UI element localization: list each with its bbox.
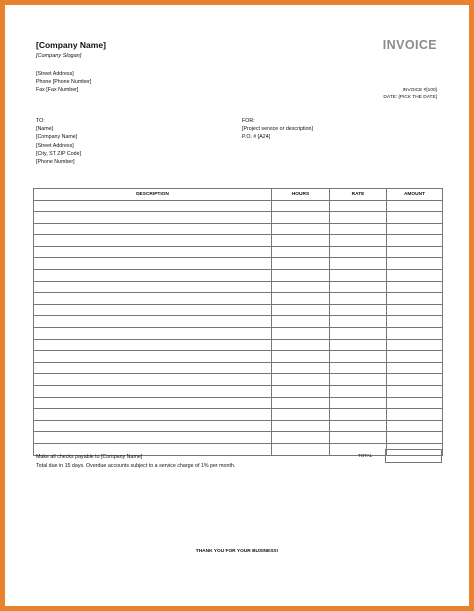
description-cell[interactable] xyxy=(34,339,272,351)
description-cell[interactable] xyxy=(34,362,272,374)
table-row xyxy=(34,409,443,421)
description-cell[interactable] xyxy=(34,281,272,293)
table-row xyxy=(34,304,443,316)
rate-cell[interactable] xyxy=(330,270,387,282)
description-cell[interactable] xyxy=(34,270,272,282)
hours-cell[interactable] xyxy=(272,246,330,258)
description-cell[interactable] xyxy=(34,432,272,444)
description-cell[interactable] xyxy=(34,304,272,316)
rate-cell[interactable] xyxy=(330,200,387,212)
hours-cell[interactable] xyxy=(272,339,330,351)
to-city: [City, ST ZIP Code] xyxy=(36,150,82,157)
amount-cell[interactable] xyxy=(387,374,443,386)
invoice-title: INVOICE xyxy=(382,38,437,52)
amount-cell[interactable] xyxy=(387,293,443,305)
payment-notes xyxy=(36,453,235,470)
rate-cell[interactable] xyxy=(330,409,387,421)
line-items-table xyxy=(33,188,443,456)
for-label: FOR: xyxy=(242,118,255,124)
amount-cell[interactable] xyxy=(387,420,443,432)
hours-cell[interactable] xyxy=(272,443,330,455)
table-row xyxy=(34,223,443,235)
description-cell[interactable] xyxy=(34,409,272,421)
amount-cell[interactable] xyxy=(387,316,443,328)
due-terms-note: Total due in 15 days. Overdue accounts subject to a service charge of 1% per month. xyxy=(36,462,236,469)
rate-cell[interactable] xyxy=(330,316,387,328)
hours-cell[interactable] xyxy=(272,223,330,235)
table-header-row xyxy=(34,189,443,201)
table-row xyxy=(34,432,443,444)
total-value-cell[interactable] xyxy=(385,449,442,463)
rate-cell[interactable] xyxy=(330,374,387,386)
description-cell[interactable] xyxy=(34,316,272,328)
rate-cell[interactable] xyxy=(330,362,387,374)
table-row xyxy=(34,328,443,340)
rate-cell[interactable] xyxy=(330,397,387,409)
company-address-block xyxy=(36,70,91,95)
hours-cell[interactable] xyxy=(272,258,330,270)
invoice-meta xyxy=(383,87,437,102)
amount-cell[interactable] xyxy=(387,397,443,409)
rate-cell[interactable] xyxy=(330,328,387,340)
hours-cell[interactable] xyxy=(272,281,330,293)
project-description: [Project service or description] xyxy=(242,126,313,133)
table-row xyxy=(34,200,443,212)
rate-cell[interactable] xyxy=(330,223,387,235)
rate-cell[interactable] xyxy=(330,293,387,305)
rate-cell[interactable] xyxy=(330,339,387,351)
table-row xyxy=(34,293,443,305)
description-cell[interactable] xyxy=(34,351,272,363)
table-row xyxy=(34,270,443,282)
rate-cell[interactable] xyxy=(330,212,387,224)
hours-cell[interactable] xyxy=(272,351,330,363)
rate-cell[interactable] xyxy=(330,420,387,432)
hours-cell[interactable] xyxy=(272,432,330,444)
description-cell[interactable] xyxy=(34,212,272,224)
table-row xyxy=(34,397,443,409)
amount-cell[interactable] xyxy=(387,409,443,421)
hours-cell[interactable] xyxy=(272,316,330,328)
checks-payable-note: Make all checks payable to [Company Name] xyxy=(36,454,143,460)
column-header-hours: HOURS xyxy=(272,189,330,201)
rate-cell[interactable] xyxy=(330,281,387,293)
description-cell[interactable] xyxy=(34,293,272,305)
table-row xyxy=(34,281,443,293)
table-row xyxy=(34,235,443,247)
hours-cell[interactable] xyxy=(272,362,330,374)
table-row xyxy=(34,258,443,270)
rate-cell[interactable] xyxy=(330,432,387,444)
amount-cell[interactable] xyxy=(387,304,443,316)
for-block xyxy=(242,117,313,142)
total-label: TOTAL xyxy=(358,453,373,458)
street-address: [Street Address] xyxy=(36,71,74,77)
description-cell[interactable] xyxy=(34,374,272,386)
to-phone: [Phone Number] xyxy=(36,159,75,166)
hours-cell[interactable] xyxy=(272,212,330,224)
rate-cell[interactable] xyxy=(330,386,387,398)
hours-cell[interactable] xyxy=(272,397,330,409)
po-number: P.O. # [A24] xyxy=(242,134,271,141)
amount-cell[interactable] xyxy=(387,270,443,282)
hours-cell[interactable] xyxy=(272,420,330,432)
amount-cell[interactable] xyxy=(387,339,443,351)
hours-cell[interactable] xyxy=(272,386,330,398)
to-label: TO: xyxy=(36,118,45,124)
amount-cell[interactable] xyxy=(387,362,443,374)
hours-cell[interactable] xyxy=(272,200,330,212)
column-header-description: DESCRIPTION xyxy=(34,189,272,201)
description-cell[interactable] xyxy=(34,246,272,258)
hours-cell[interactable] xyxy=(272,293,330,305)
hours-cell[interactable] xyxy=(272,328,330,340)
description-cell[interactable] xyxy=(34,328,272,340)
table-row xyxy=(34,386,443,398)
amount-cell[interactable] xyxy=(387,246,443,258)
description-cell[interactable] xyxy=(34,420,272,432)
company-slogan: [Company Slogan] xyxy=(36,53,82,59)
hours-cell[interactable] xyxy=(272,304,330,316)
amount-cell[interactable] xyxy=(387,432,443,444)
description-cell[interactable] xyxy=(34,397,272,409)
fax-number: Fax [Fax Number] xyxy=(36,87,79,94)
amount-cell[interactable] xyxy=(387,328,443,340)
description-cell[interactable] xyxy=(34,386,272,398)
amount-cell[interactable] xyxy=(387,386,443,398)
to-company: [Company Name] xyxy=(36,134,78,141)
amount-cell[interactable] xyxy=(387,235,443,247)
description-cell[interactable] xyxy=(34,258,272,270)
phone-number: Phone [Phone Number] xyxy=(36,79,92,86)
description-cell[interactable] xyxy=(34,200,272,212)
amount-cell[interactable] xyxy=(387,351,443,363)
hours-cell[interactable] xyxy=(272,374,330,386)
rate-cell[interactable] xyxy=(330,235,387,247)
description-cell[interactable] xyxy=(34,223,272,235)
table-row xyxy=(34,362,443,374)
rate-cell[interactable] xyxy=(330,304,387,316)
column-header-rate: RATE xyxy=(330,189,387,201)
bill-to-block xyxy=(36,117,81,166)
table-row xyxy=(34,339,443,351)
amount-cell[interactable] xyxy=(387,223,443,235)
table-row xyxy=(34,374,443,386)
rate-cell[interactable] xyxy=(330,351,387,363)
amount-cell[interactable] xyxy=(387,258,443,270)
amount-cell[interactable] xyxy=(387,200,443,212)
thank-you-message: THANK YOU FOR YOUR BUSINESS! xyxy=(195,549,279,554)
to-name: [Name] xyxy=(36,126,54,133)
hours-cell[interactable] xyxy=(272,409,330,421)
hours-cell[interactable] xyxy=(272,270,330,282)
invoice-date: DATE: [PICK THE DATE] xyxy=(383,95,437,101)
table-row xyxy=(34,316,443,328)
invoice-document xyxy=(5,5,469,606)
table-row xyxy=(34,420,443,432)
invoice-number: INVOICE #[100] xyxy=(402,88,437,93)
column-header-amount: AMOUNT xyxy=(387,189,443,201)
company-name: [Company Name] xyxy=(36,40,106,50)
amount-cell[interactable] xyxy=(387,281,443,293)
table-row xyxy=(34,246,443,258)
to-street: [Street Address] xyxy=(36,142,74,149)
line-items-body xyxy=(34,200,443,455)
description-cell[interactable] xyxy=(34,235,272,247)
table-row xyxy=(34,212,443,224)
rate-cell[interactable] xyxy=(330,258,387,270)
rate-cell[interactable] xyxy=(330,246,387,258)
table-row xyxy=(34,351,443,363)
hours-cell[interactable] xyxy=(272,235,330,247)
amount-cell[interactable] xyxy=(387,212,443,224)
